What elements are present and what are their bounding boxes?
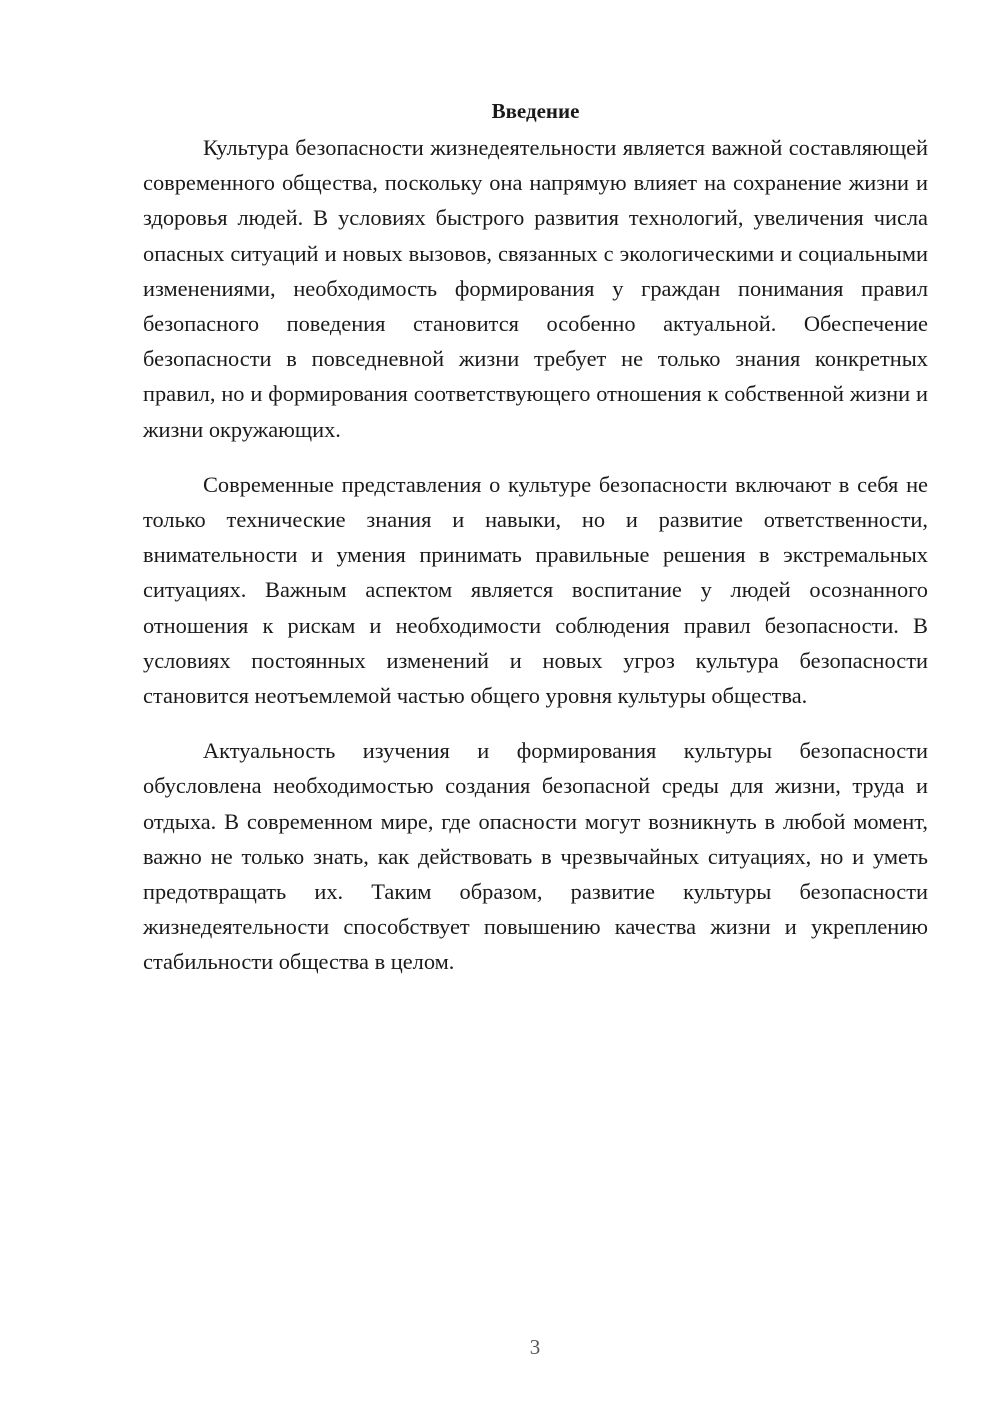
paragraph-2: Современные представления о культуре безопасности включают в себя не только технические знания и навыки, но и развитие ответственности, внимательности и умения принимать правильные решения в экстремальных ситуациях. Важным аспектом является воспитание у людей осознанного отношения к рискам и необходимости соблюдения правил безопасности. В условиях постоянных изменений и новых угроз культура безопасности становится неотъемлемой частью общего уровня культуры общества. — [143, 471, 928, 709]
page-content — [143, 96, 928, 980]
page-number: 3 — [529, 1335, 541, 1359]
paragraph-1: Культура безопасности жизнедеятельности является важной составляющей современного общества, поскольку она напрямую влияет на сохранение жизни и здоровья людей. В условиях быстрого развития технологий, увеличения числа опасных ситуаций и новых вызовов, связанных с экологическими и социальными изменениями, необходимость формирования у граждан понимания правил безопасного поведения становится особенно актуальной. Обеспечение безопасности в повседневной жизни требует не только знания конкретных правил, но и формирования соответствующего отношения к собственной жизни и жизни окружающих. — [143, 135, 928, 442]
paragraph-3: Актуальность изучения и формирования культуры безопасности обусловлена необходимостью создания безопасной среды для жизни, труда и отдыха. В современном мире, где опасности могут возникнуть в любой момент, важно не только знать, как действовать в чрезвычайных ситуациях, но и уметь предотвращать их. Таким образом, развитие культуры безопасности жизнедеятельности способствует повышению качества жизни и укреплению стабильности общества в целом. — [143, 738, 928, 975]
section-heading: Введение — [491, 99, 580, 123]
